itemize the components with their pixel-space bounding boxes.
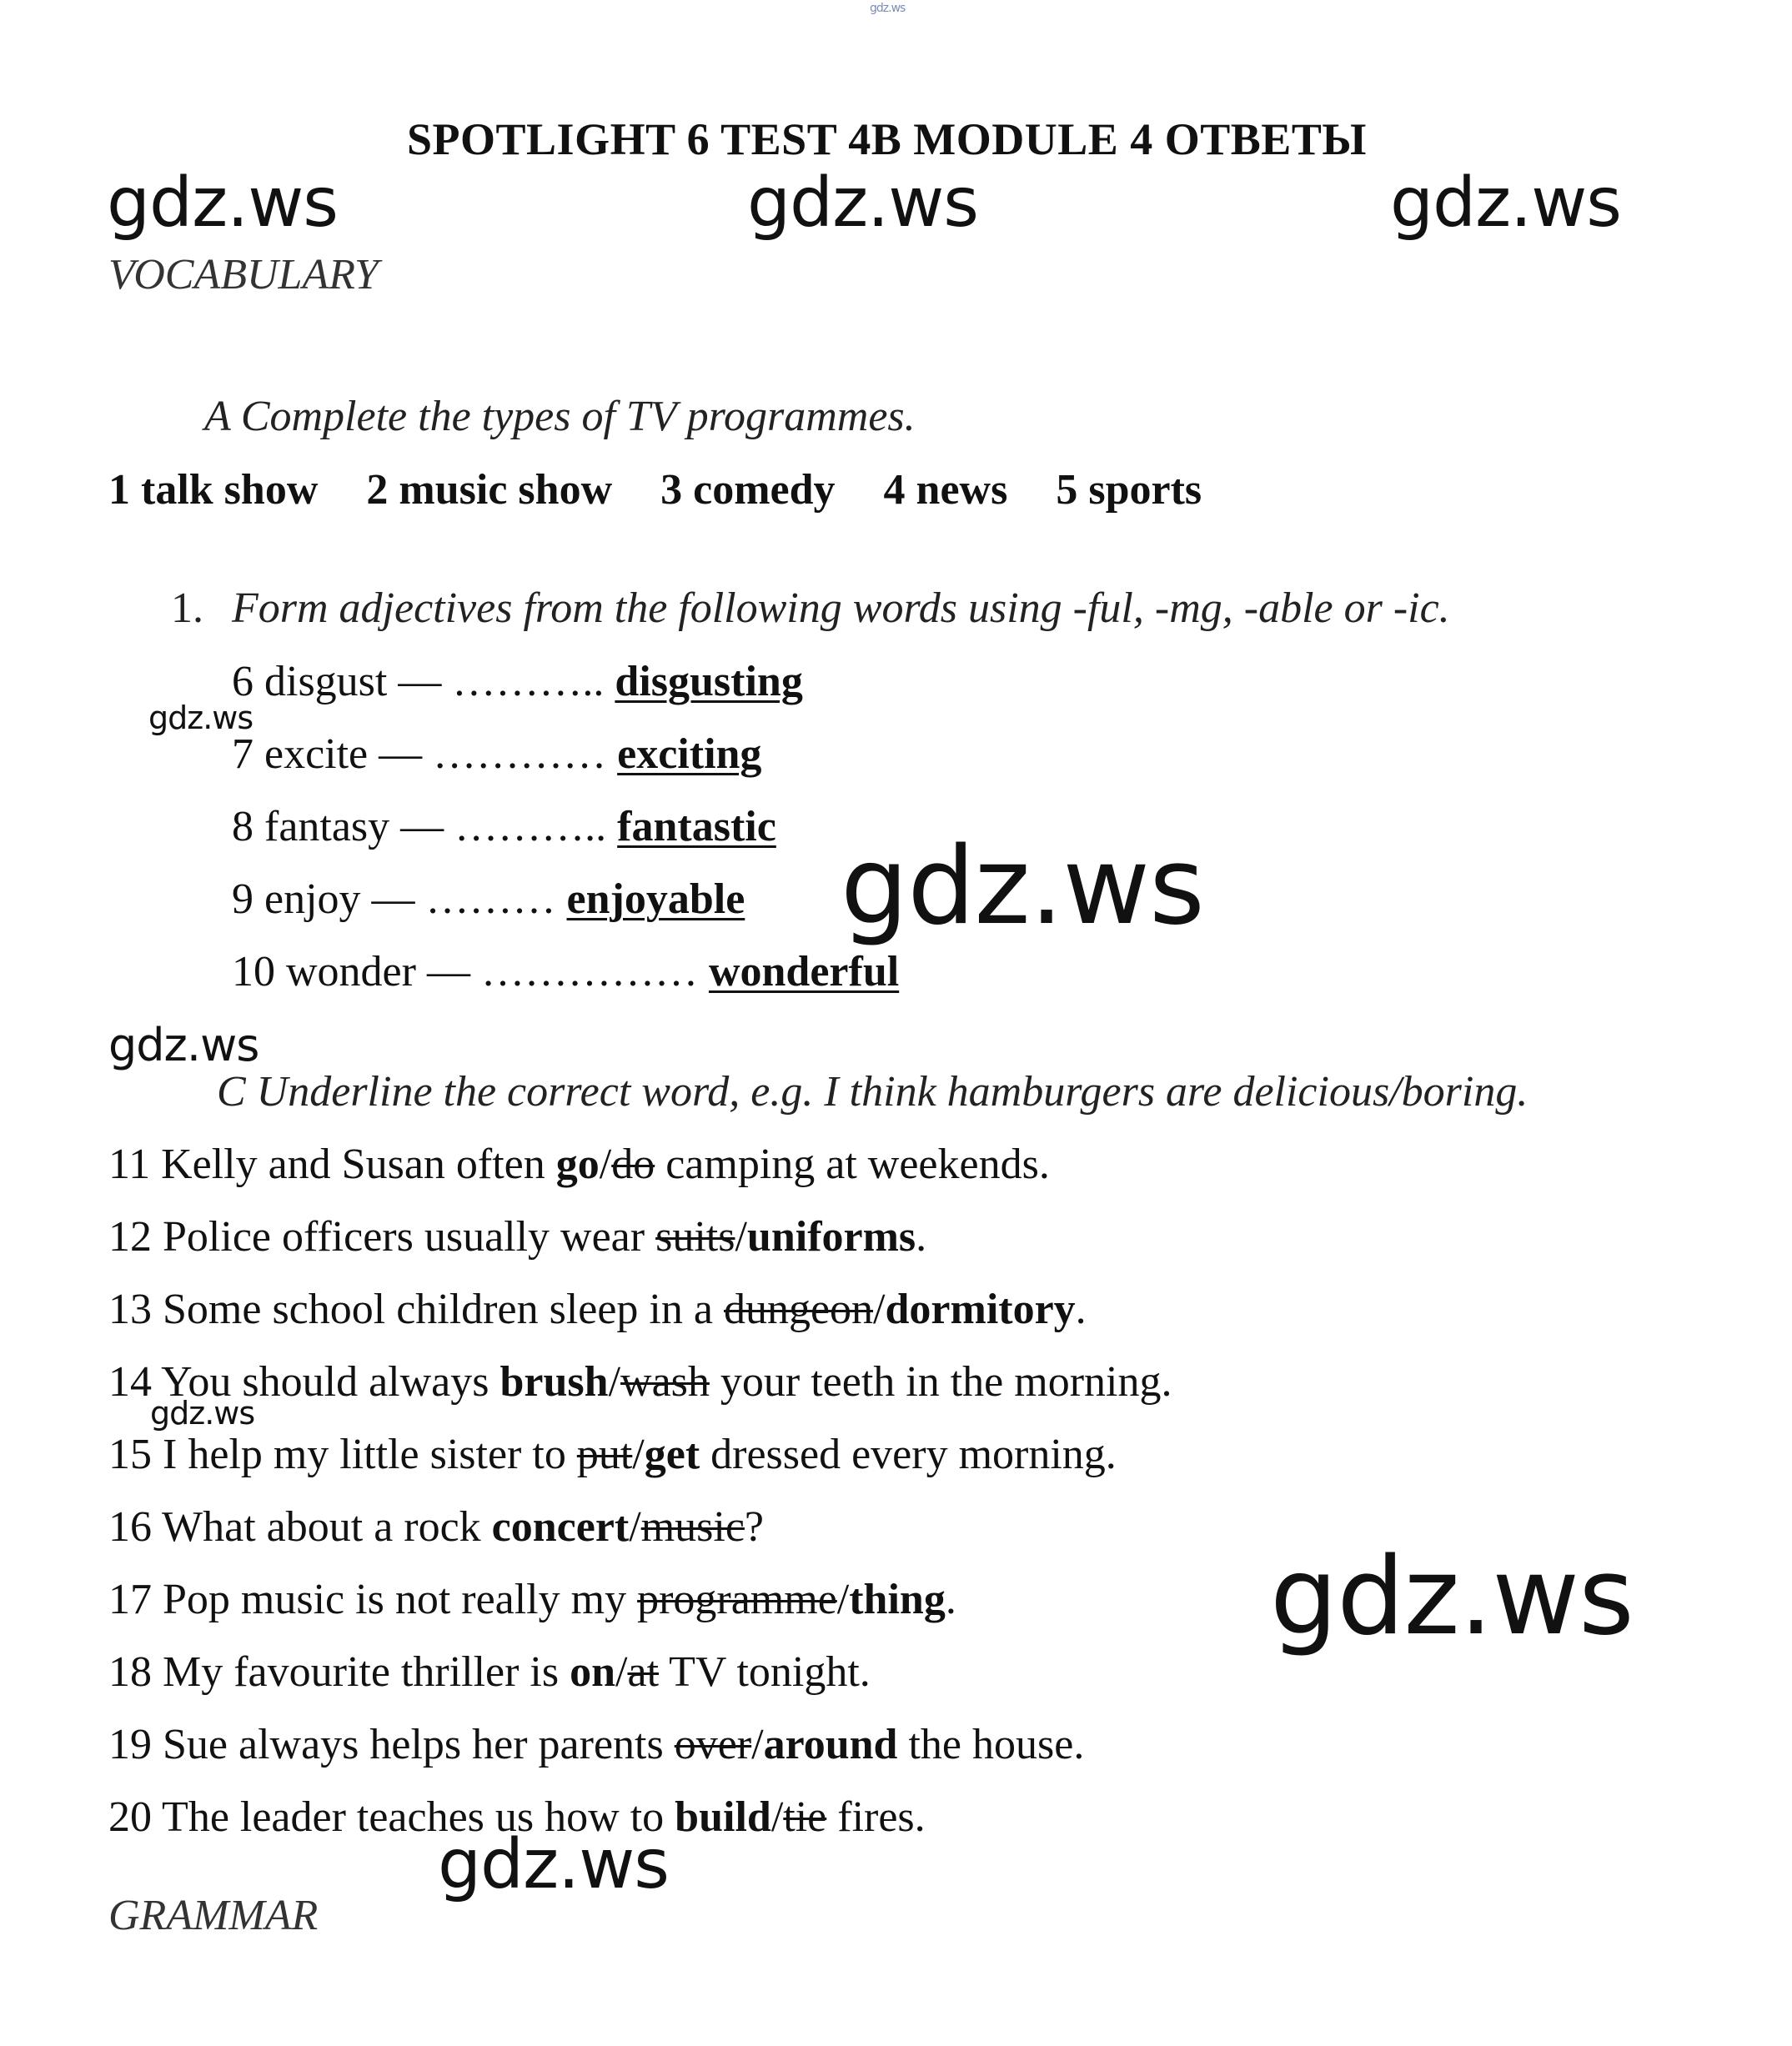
correct-word: uniforms <box>746 1213 916 1261</box>
correct-word: dormitory <box>885 1286 1076 1333</box>
item-text: 17 Pop music is not really my <box>108 1576 638 1623</box>
section-a-instruction: A Complete the types of TV programmes. <box>204 393 916 440</box>
item-text: fires. <box>826 1793 926 1841</box>
item-text: the house. <box>897 1721 1085 1768</box>
list-item <box>108 1140 1050 1189</box>
section-a-answers <box>108 465 1250 514</box>
watermark: gdz.ws <box>150 1395 255 1432</box>
item-text: 12 Police officers usually wear <box>108 1213 656 1261</box>
list-item <box>232 947 899 996</box>
item-text: dressed every morning. <box>700 1431 1117 1478</box>
list-item <box>232 875 745 924</box>
list-item <box>108 1357 1172 1407</box>
item-prompt: 6 disgust — ……….. <box>232 658 615 705</box>
item-text: 13 Some school children sleep in a <box>108 1286 724 1333</box>
item-text: 20 The leader teaches us how to <box>108 1793 675 1841</box>
crossed-word: over <box>674 1721 752 1768</box>
correct-word: concert <box>491 1503 630 1551</box>
answer-item: 1 talk show <box>108 466 319 514</box>
separator: / <box>615 1648 628 1696</box>
item-answer: enjoyable <box>566 875 745 923</box>
item-text: 19 Sue always helps her parents <box>108 1721 675 1768</box>
correct-word: get <box>644 1431 700 1478</box>
list-item <box>108 1430 1117 1479</box>
item-answer: fantastic <box>617 803 776 850</box>
crossed-word: do <box>611 1141 655 1188</box>
correct-word: go <box>555 1141 600 1188</box>
watermark: gdz.ws <box>107 163 338 243</box>
crossed-word: dungeon <box>723 1286 874 1333</box>
item-text: ? <box>744 1503 764 1551</box>
watermark: gdz.ws <box>1390 163 1621 243</box>
crossed-word: at <box>627 1648 660 1696</box>
page-title: SPOTLIGHT 6 TEST 4B MODULE 4 ОТВЕТЫ <box>407 114 1367 164</box>
item-answer: wonderful <box>708 948 900 995</box>
grammar-heading: GRAMMAR <box>108 1892 319 1939</box>
answer-item: 4 news <box>883 466 1008 514</box>
list-item <box>108 1720 1084 1769</box>
watermark: gdz.ws <box>747 163 978 243</box>
item-text: 14 You should always <box>108 1358 500 1406</box>
item-prompt: 10 wonder — …………… <box>232 948 709 995</box>
crossed-word: suits <box>655 1213 735 1261</box>
crossed-word: music <box>640 1503 745 1551</box>
section-b-instruction: Form adjectives from the following words using -ful, -mg, -able or -ic. <box>232 584 1450 632</box>
item-answer: disgusting <box>615 658 803 705</box>
item-text: . <box>1075 1286 1087 1333</box>
item-text: camping at weekends. <box>655 1141 1050 1188</box>
list-item <box>232 802 776 851</box>
section-b-number: 1. <box>171 584 203 632</box>
item-text: . <box>916 1213 927 1261</box>
list-item <box>108 1285 1087 1334</box>
crossed-word: wash <box>620 1358 710 1406</box>
list-item <box>232 730 761 779</box>
separator: / <box>632 1431 645 1478</box>
answer-item: 3 comedy <box>660 466 836 514</box>
separator: / <box>608 1358 621 1406</box>
separator: / <box>751 1721 764 1768</box>
watermark: gdz.ws <box>841 825 1204 949</box>
item-prompt: 8 fantasy — ……….. <box>232 803 618 850</box>
separator: / <box>836 1576 850 1623</box>
crossed-word: tie <box>783 1793 827 1841</box>
correct-word: on <box>570 1648 616 1696</box>
answer-item: 2 music show <box>366 466 613 514</box>
item-text: your teeth in the morning. <box>709 1358 1172 1406</box>
item-text: 18 My favourite thriller is <box>108 1648 570 1696</box>
separator: / <box>599 1141 612 1188</box>
crossed-word: put <box>576 1431 633 1478</box>
section-c-instruction: C Underline the correct word, e.g. I think hamburgers are delicious/boring. <box>217 1068 1528 1116</box>
separator: / <box>771 1793 784 1841</box>
list-item <box>108 1502 764 1552</box>
item-prompt: 9 enjoy — ……… <box>232 875 567 923</box>
item-text: 16 What about a rock <box>108 1503 492 1551</box>
item-text: . <box>945 1576 956 1623</box>
list-item <box>108 1647 871 1697</box>
vocabulary-heading: VOCABULARY <box>108 251 379 298</box>
item-text: 15 I help my little sister to <box>108 1431 577 1478</box>
item-text: TV tonight. <box>659 1648 871 1696</box>
correct-word: around <box>763 1721 898 1768</box>
list-item <box>108 1575 956 1624</box>
separator: / <box>873 1286 886 1333</box>
watermark: gdz.ws <box>1270 1535 1634 1659</box>
separator: / <box>629 1503 641 1551</box>
watermark: gdz.ws <box>148 700 253 736</box>
separator: / <box>735 1213 747 1261</box>
item-text: 11 Kelly and Susan often <box>108 1141 556 1188</box>
list-item <box>108 1212 926 1261</box>
header-watermark: gdz.ws <box>870 2 906 15</box>
crossed-word: programme <box>637 1576 837 1623</box>
correct-word: brush <box>499 1358 609 1406</box>
watermark: gdz.ws <box>438 1825 669 1904</box>
correct-word: thing <box>849 1576 946 1623</box>
item-answer: exciting <box>617 730 762 778</box>
correct-word: build <box>675 1793 771 1841</box>
watermark: gdz.ws <box>108 1019 259 1071</box>
list-item <box>232 657 803 706</box>
item-prompt: 7 excite — ………… <box>232 730 618 778</box>
answer-item: 5 sports <box>1056 466 1202 514</box>
